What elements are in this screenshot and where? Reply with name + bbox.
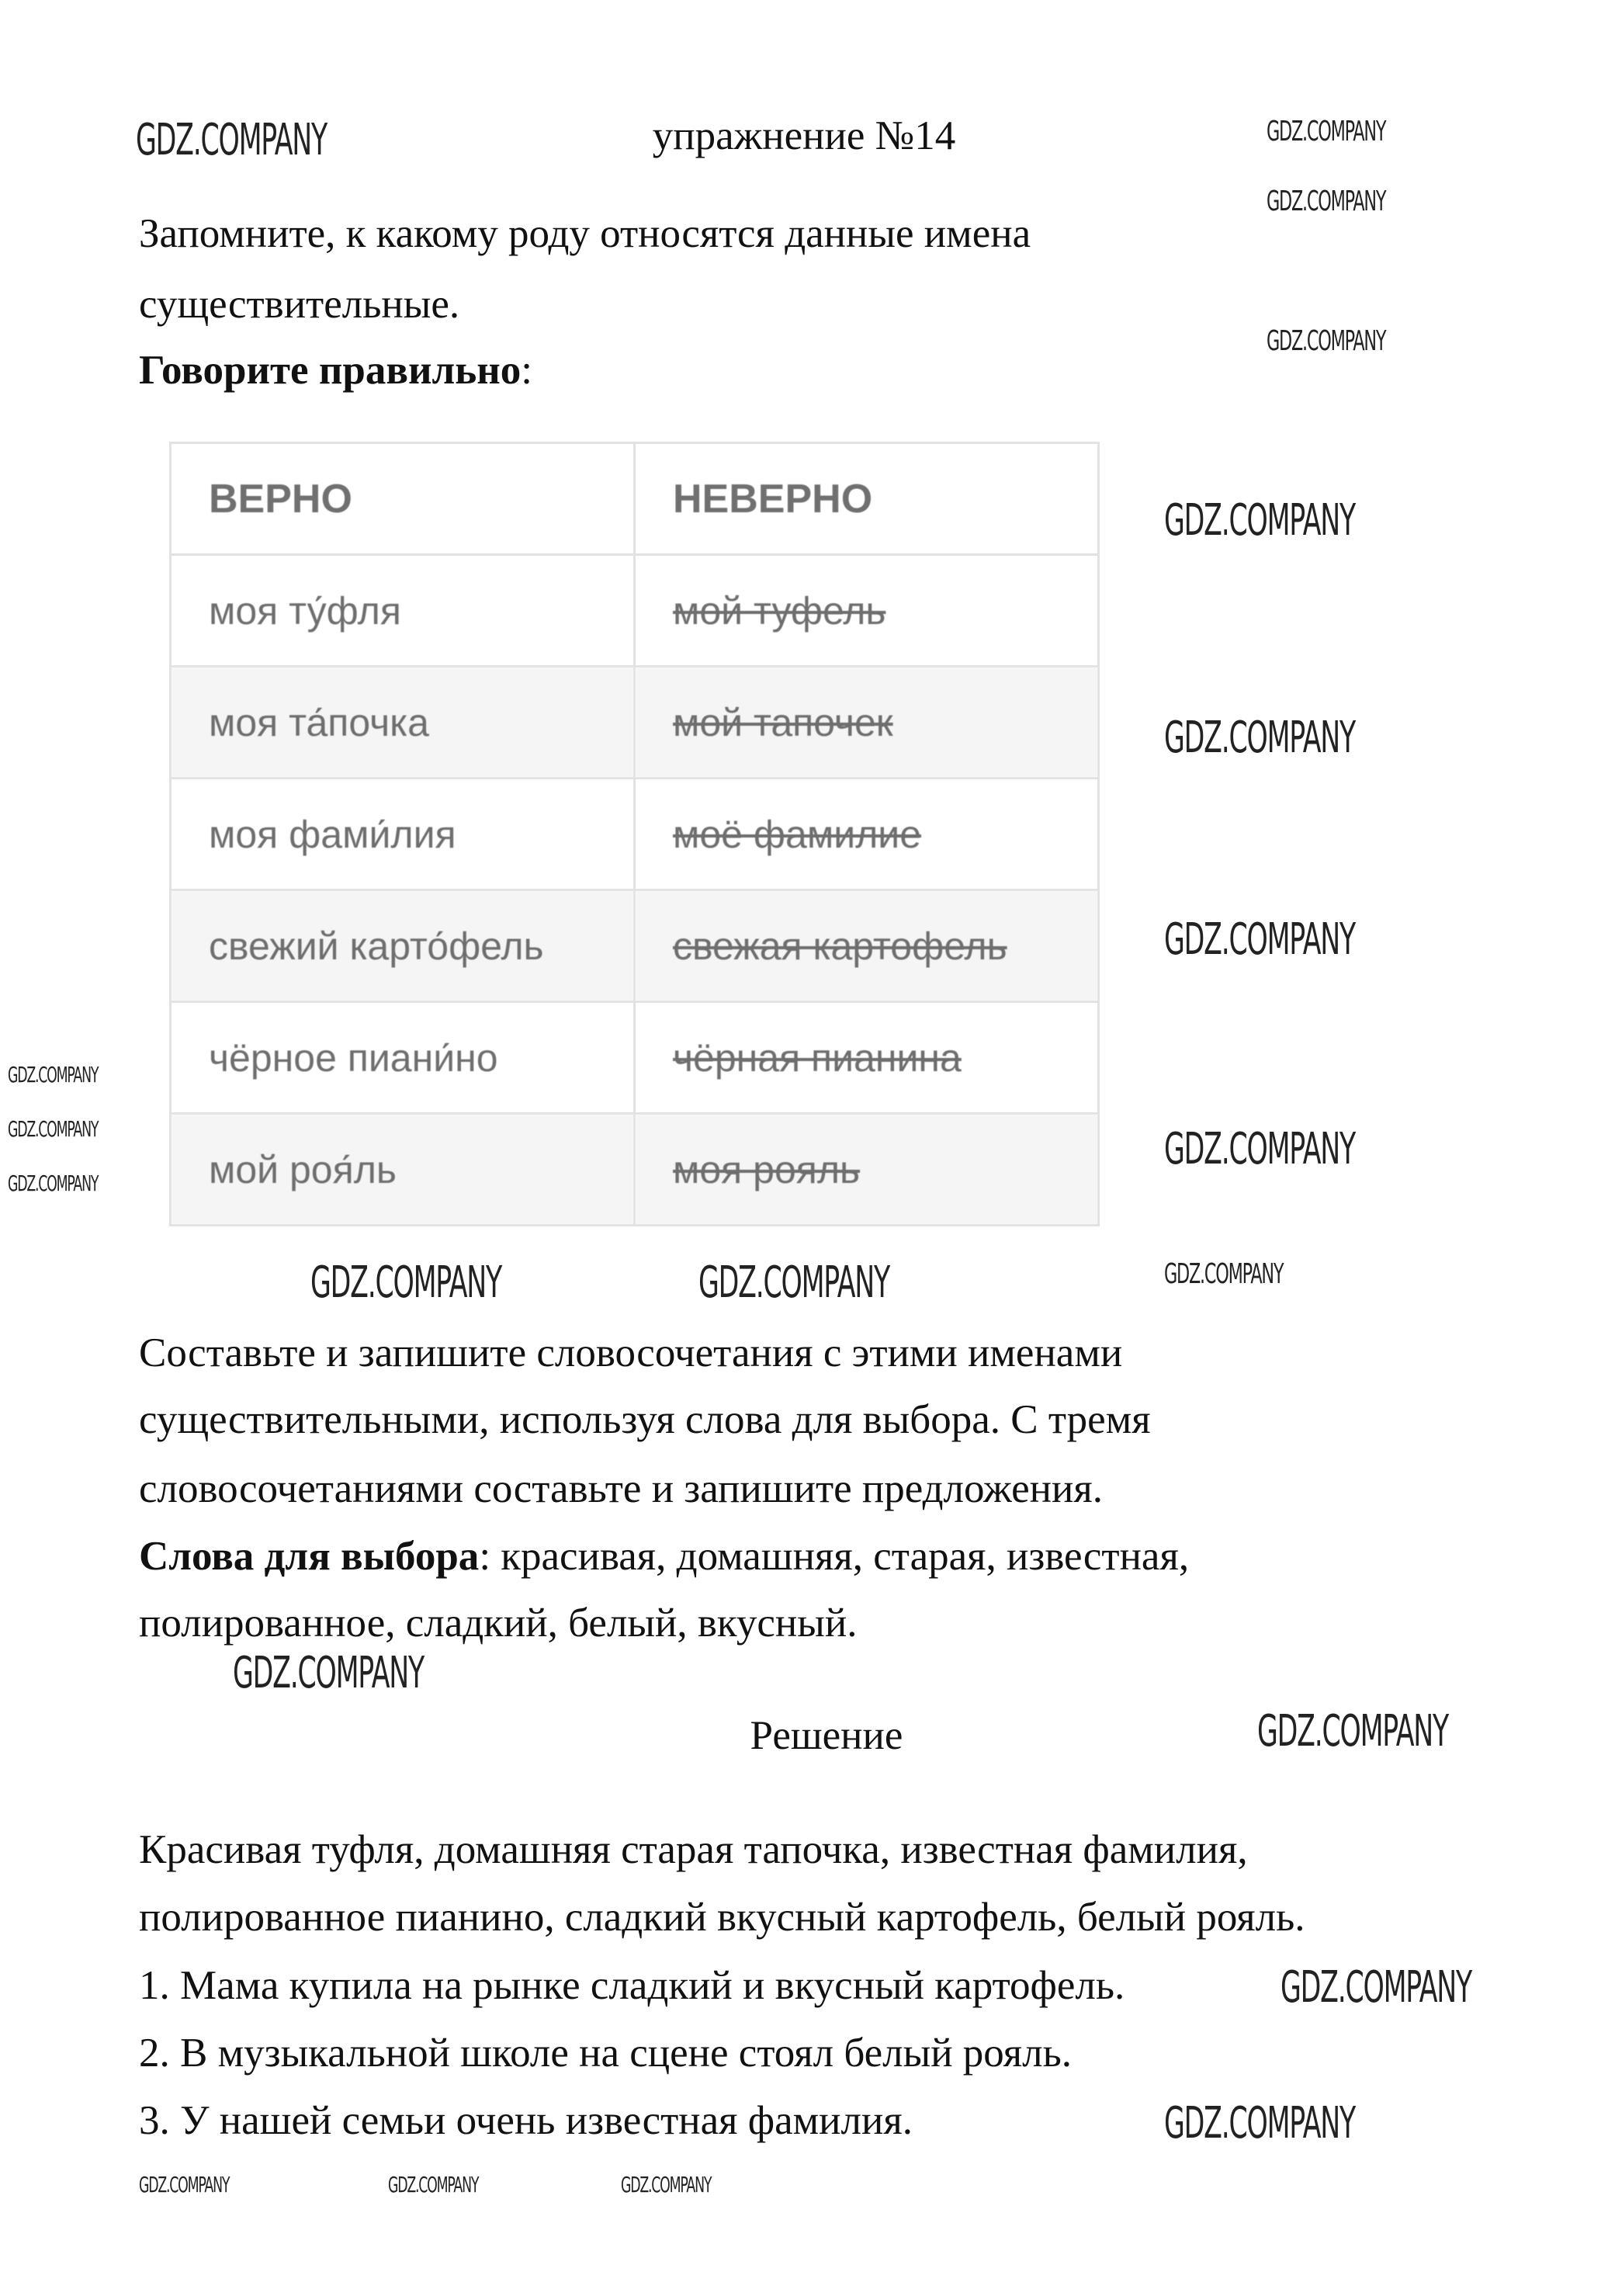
watermark: GDZ.COMPANY bbox=[1164, 1124, 1356, 1174]
table-row bbox=[171, 667, 1099, 779]
table-row bbox=[171, 890, 1099, 1002]
correct-cell: моя фами́лия bbox=[171, 779, 635, 890]
solution-line: Красивая туфля, домашняя старая тапочка, известная фамилия, bbox=[139, 1827, 1248, 1872]
watermark: GDZ.COMPANY bbox=[139, 2172, 230, 2197]
watermark: GDZ.COMPANY bbox=[8, 1171, 99, 1196]
subheading bbox=[139, 347, 532, 394]
watermark: GDZ.COMPANY bbox=[388, 2172, 479, 2197]
table-row bbox=[171, 1114, 1099, 1226]
watermark: GDZ.COMPANY bbox=[1267, 186, 1386, 217]
correct-cell: моя та́почка bbox=[171, 667, 635, 779]
correct-cell: моя ту́фля bbox=[171, 555, 635, 667]
watermark: GDZ.COMPANY bbox=[1164, 495, 1356, 546]
incorrect-cell: моё фамилие bbox=[635, 779, 1099, 890]
sentence: 1. Мама купила на рынке сладкий и вкусный картофель. bbox=[139, 1963, 1125, 2008]
correct-cell: свежий карто́фель bbox=[171, 890, 635, 1002]
words-list: : красивая, домашняя, старая, известная, bbox=[479, 1534, 1190, 1579]
solution-heading: Решение bbox=[750, 1713, 903, 1758]
subheading-label: Говорите правильно bbox=[139, 348, 522, 393]
incorrect-cell: мой тапочек bbox=[635, 667, 1099, 779]
incorrect-cell: свежая картофель bbox=[635, 890, 1099, 1002]
table-row bbox=[171, 1002, 1099, 1114]
watermark: GDZ.COMPANY bbox=[621, 2172, 712, 2197]
sentence: 3. У нашей семьи очень известная фамилия. bbox=[139, 2098, 913, 2143]
watermark: GDZ.COMPANY bbox=[310, 1257, 502, 1308]
header-correct: ВЕРНО bbox=[171, 443, 635, 555]
watermark: GDZ.COMPANY bbox=[233, 1648, 425, 1698]
watermark: GDZ.COMPANY bbox=[1164, 2098, 1356, 2149]
correct-incorrect-table bbox=[169, 442, 1100, 1226]
incorrect-cell: чёрная пианина bbox=[635, 1002, 1099, 1114]
solution-line: полированное пианино, сладкий вкусный картофель, белый рояль. bbox=[139, 1895, 1305, 1940]
header-incorrect: НЕВЕРНО bbox=[635, 443, 1099, 555]
watermark: GDZ.COMPANY bbox=[1164, 713, 1356, 763]
task-text-line: существительные. bbox=[139, 282, 460, 327]
words-label: Слова для выбора bbox=[139, 1534, 480, 1579]
watermark: GDZ.COMPANY bbox=[1281, 1962, 1472, 2013]
watermark: GDZ.COMPANY bbox=[1267, 325, 1386, 357]
watermark: GDZ.COMPANY bbox=[1257, 1706, 1449, 1757]
task-text-line: Запомните, к какому роду относятся данные имена bbox=[139, 211, 1031, 256]
task-text-line: словосочетаниями составьте и запишите предложения. bbox=[139, 1466, 1103, 1511]
table-row bbox=[171, 779, 1099, 890]
exercise-title: упражнение №14 bbox=[652, 113, 956, 158]
task-text-line: Составьте и запишите словосочетания с этими именами bbox=[139, 1330, 1123, 1375]
correct-cell: чёрное пиани́но bbox=[171, 1002, 635, 1114]
table-header-row bbox=[171, 443, 1099, 555]
incorrect-cell: мой туфель bbox=[635, 555, 1099, 667]
watermark: GDZ.COMPANY bbox=[698, 1257, 890, 1308]
table-row bbox=[171, 555, 1099, 667]
watermark: GDZ.COMPANY bbox=[1164, 914, 1356, 965]
watermark: GDZ.COMPANY bbox=[1164, 1258, 1284, 1290]
incorrect-cell: моя рояль bbox=[635, 1114, 1099, 1226]
sentence: 2. В музыкальной школе на сцене стоял белый рояль. bbox=[139, 2031, 1073, 2076]
words-line: полированное, сладкий, белый, вкусный. bbox=[139, 1601, 858, 1646]
watermark: GDZ.COMPANY bbox=[8, 1116, 99, 1142]
correct-cell: мой роя́ль bbox=[171, 1114, 635, 1226]
watermark: GDZ.COMPANY bbox=[136, 115, 327, 165]
watermark: GDZ.COMPANY bbox=[8, 1062, 99, 1087]
subheading-suffix: : bbox=[521, 348, 533, 393]
watermark: GDZ.COMPANY bbox=[1267, 116, 1386, 147]
task-text-line: существительными, используя слова для выбора. С тремя bbox=[139, 1397, 1151, 1442]
words-line bbox=[139, 1533, 1189, 1580]
